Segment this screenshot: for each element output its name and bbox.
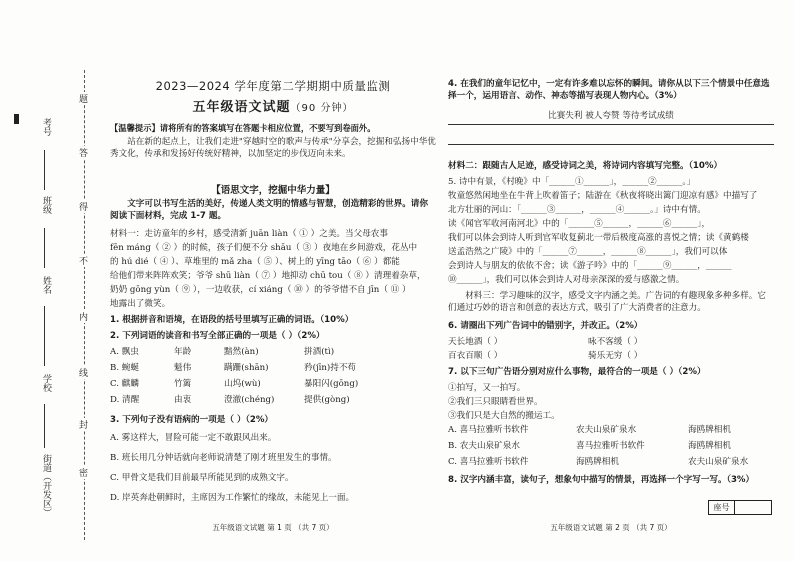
option-cell: 提供(gòng) bbox=[304, 395, 350, 405]
q2-option-c[interactable] bbox=[110, 378, 436, 390]
seal-char: 答 bbox=[77, 148, 87, 157]
q7-slogan: ①拍写，又一拍写。 bbox=[448, 383, 526, 393]
seal-char: 内 bbox=[77, 312, 87, 321]
page-footer: 五年级语文试题 第 2 页 （共 7 页） bbox=[550, 523, 672, 532]
poem-line: 5. 诗中有景，《村晚》中「______①______」，______②______。」 bbox=[448, 177, 696, 187]
seat-number-box[interactable] bbox=[708, 500, 772, 515]
seal-char: 得 bbox=[77, 202, 87, 211]
poem-line: 会到诗人与朋友的依依不舍；读《游子吟》中的「______⑨______，______ bbox=[448, 261, 732, 271]
seal-char: 封 bbox=[77, 420, 87, 429]
question-6: 6. 请圈出下列广告词中的错别字，并改正。（2%） bbox=[448, 321, 643, 331]
option-cell: 黯然(àn) bbox=[224, 347, 259, 357]
poem-line: 牧童悠然闲地坐在牛背上吹着笛子；陆游在《秋夜将晓出篱门迎凉有感》中描写了 bbox=[448, 191, 758, 201]
answer-line[interactable] bbox=[448, 144, 774, 145]
question-3: 3. 下列句子没有语病的一项是（ ）（2%） bbox=[110, 415, 274, 425]
question-4: 4. 在我们的童年记忆中，一定有许多难以忘怀的瞬间。请你从以下三个情景中任意选择一个，运用语言、动作、神态等描写表现人物内心。（3%） bbox=[448, 79, 770, 102]
option-cell: 矜(jīn)持不苟 bbox=[304, 363, 357, 373]
page-2-column bbox=[448, 0, 774, 561]
question-2: 2. 下列词语的读音和书写全部正确的一项是（ ）（2%） bbox=[110, 331, 325, 341]
seat-number-field[interactable] bbox=[735, 501, 771, 514]
q4-choices: 比赛失利 被人夸赞 等待考试成绩 bbox=[548, 111, 674, 121]
page-footer: 五年级语文试题 第 1 页 （共 7 页） bbox=[212, 523, 334, 532]
q6-row[interactable] bbox=[448, 336, 774, 348]
material-1-line: 奶奶 gōng yùn（ ⑨ ），一边收获，cí xiáng（ ⑩ ）的爷爷惜不自 jīn（ ⑪ ） bbox=[110, 285, 411, 295]
option-cell: D. 清醒 bbox=[110, 395, 140, 405]
option-cell: C. 喜马拉雅听书软件 bbox=[448, 457, 529, 467]
option-cell: 喜马拉雅听书软件 bbox=[576, 441, 645, 451]
q3-option-c[interactable]: C. 甲骨文是我们目前最早所能见到的成熟文字。 bbox=[110, 473, 294, 483]
q7-option-c[interactable] bbox=[448, 456, 774, 468]
seal-char: 密 bbox=[77, 468, 87, 477]
exam-number-label: 考号 bbox=[41, 118, 51, 136]
q6-row[interactable] bbox=[448, 350, 774, 362]
q6-item: 百衣百顺（ ） bbox=[448, 351, 503, 361]
seat-number-label: 座号 bbox=[709, 501, 735, 514]
q3-option-d[interactable]: D. 岸英奔赴朝鲜时，主席因为工作繁忙的缘故，未能见上一面。 bbox=[110, 493, 355, 503]
q7-option-b[interactable] bbox=[448, 440, 774, 452]
subject-title-text: 五年级语文试题 bbox=[192, 100, 291, 115]
material-1-line: 的 hú dié（ ④ ）、草堆里的 mǎ zha（ ⑤ ）、树上的 yīng tāo（ ⑥ ）都能 bbox=[110, 257, 400, 267]
school-field[interactable] bbox=[44, 404, 45, 448]
answer-line[interactable] bbox=[448, 124, 774, 125]
exam-year-title: 2023—2024 学年度第二学期期中质量监测 bbox=[155, 79, 391, 93]
material-3: 材料三：学习趣味的汉字，感受文字内涵之美。广告词的有趣现象多种多样。它们通过巧妙的语言和创意的表达方式，吸引了广大消费者的注意力。 bbox=[448, 291, 766, 314]
material-1-line: 地露出了微笑。 bbox=[110, 299, 171, 309]
option-cell: 年龄 bbox=[174, 347, 192, 357]
exam-duration: （90 分钟） bbox=[290, 103, 354, 114]
q3-option-b[interactable]: B. 班长用几分钟话就向老师说清楚了刚才班里发生的事情。 bbox=[110, 453, 337, 463]
registration-mark bbox=[14, 114, 19, 124]
class-label: 班级 bbox=[41, 196, 51, 214]
seal-char: 线 bbox=[77, 368, 87, 377]
q2-option-b[interactable] bbox=[110, 362, 436, 374]
intro-paragraph: 站在新的起点上，让我们走进"穿越时空的歌声与传承"分享会，挖掘和弘扬中华优秀文化，传承和发扬好传统好精神，以加坚定的步伐迈向未来。 bbox=[110, 137, 436, 160]
district-label: 街道（开发区） bbox=[41, 454, 51, 517]
poem-line: 送孟浩然之广陵》中的「______⑦______，______⑧______」，我们可以体 bbox=[448, 247, 728, 257]
question-8: 8. 汉字内涵丰富，读句子，想象句中描写的情景，再选择一个字写一写。（3%） bbox=[448, 475, 755, 485]
option-cell: 拼酒(tì) bbox=[304, 347, 335, 357]
name-label: 姓名 bbox=[41, 276, 51, 294]
q6-item: 天长地酒（ ） bbox=[448, 337, 503, 347]
option-cell: 山坞(wù) bbox=[224, 379, 261, 389]
poem-line: 我们可以体会到诗人听到官军收复蓟北一带后极度高涨的喜悦之情；读《黄鹤楼 bbox=[448, 233, 749, 243]
material-1-line: 材料一：走访童年的乡村，感受清新 juān liàn（ ① ）之美。当父母农事 bbox=[110, 229, 388, 239]
section-intro: 文字可以书写生活的美好，传递人类文明的情感与智慧，创造精彩的世界。请你阅读下面材料，完成 1-7 题。 bbox=[110, 199, 428, 222]
option-cell: A. 飘虫 bbox=[110, 347, 139, 357]
poem-line: 读《闻官军收河南河北》中的「______⑤______，______⑥______」， bbox=[448, 219, 711, 229]
material-2-heading: 材料二：跟随古人足迹，感受诗词之美，将诗词内容填写完整。（10%） bbox=[448, 161, 723, 171]
page-1-column bbox=[110, 0, 436, 561]
option-cell: 澄澈(chéng) bbox=[224, 395, 275, 405]
option-cell: 海鸥牌相机 bbox=[688, 425, 731, 435]
section-heading: 【语思文字，挖掘中华力量】 bbox=[211, 185, 335, 196]
exam-number-field[interactable] bbox=[44, 150, 45, 190]
q2-option-a[interactable] bbox=[110, 346, 436, 358]
material-1-line: 给他们带来阵阵欢笑；爷爷 shū liàn（ ⑦ ）地抑动 chū tou（ ⑧ ）清理着杂草， bbox=[110, 271, 426, 281]
q7-slogan: ②我们三只眼睛看世界。 bbox=[448, 397, 543, 407]
option-cell: C. 麒麟 bbox=[110, 379, 139, 389]
notice: 【温馨提示】请将所有的答案填写在答题卡相应位置，不要写到卷面外。 bbox=[110, 123, 376, 133]
option-cell: 海鸥牌相机 bbox=[688, 441, 731, 451]
seal-char: 不 bbox=[77, 256, 87, 265]
exam-subject-title bbox=[110, 99, 436, 118]
q2-option-d[interactable] bbox=[110, 394, 436, 406]
poem-line: 北方壮丽的河山：「______③______，______④______。」诗中有情。 bbox=[448, 205, 706, 215]
q3-option-a[interactable]: A. 雾这样大，冒险可能一定不敢跟风出来。 bbox=[110, 433, 277, 443]
option-cell: 竹篱 bbox=[174, 379, 192, 389]
poem-line: ⑩______」，我们可以体会到诗人对母亲深深的爱与感激之情。 bbox=[448, 275, 685, 285]
option-cell: 魁伟 bbox=[174, 363, 192, 373]
option-cell: 农夫山泉矿泉水 bbox=[688, 457, 749, 467]
school-label: 学校 bbox=[41, 374, 51, 392]
q7-slogan: ③我们只是大自然的搬运工。 bbox=[448, 411, 560, 421]
option-cell: A. 喜马拉雅听书软件 bbox=[448, 425, 529, 435]
class-field[interactable] bbox=[44, 228, 45, 268]
question-7: 7. 以下三句广告语分别对应什么事物，最符合的一项是（ ）（2%） bbox=[448, 367, 706, 377]
seal-char: 题 bbox=[77, 94, 87, 103]
binding-margin bbox=[0, 0, 92, 561]
material-1-line: fēn máng（ ② ）的时候，孩子们便不分 shāu（ ③ ）夜地在乡间游戏，花丛中 bbox=[110, 243, 418, 253]
option-cell: 农夫山泉矿泉水 bbox=[576, 425, 637, 435]
option-cell: 海鸥牌相机 bbox=[576, 457, 619, 467]
name-field[interactable] bbox=[44, 306, 45, 366]
option-cell: B. 农夫山泉矿泉水 bbox=[448, 441, 520, 451]
option-cell: 蹒跚(shān) bbox=[224, 363, 269, 373]
option-cell: 由衷 bbox=[174, 395, 192, 405]
option-cell: 暴阳闪(gōng) bbox=[304, 379, 359, 389]
option-cell: B. 蜿蜒 bbox=[110, 363, 139, 373]
question-1: 1. 根据拼音和语境，在语段的括号里填写正确的词语。（10%） bbox=[110, 315, 354, 325]
q7-option-a[interactable] bbox=[448, 424, 774, 436]
q6-item: 骑乐无穷（ ） bbox=[588, 351, 643, 361]
q6-item: 咏不客缓（ ） bbox=[588, 337, 643, 347]
